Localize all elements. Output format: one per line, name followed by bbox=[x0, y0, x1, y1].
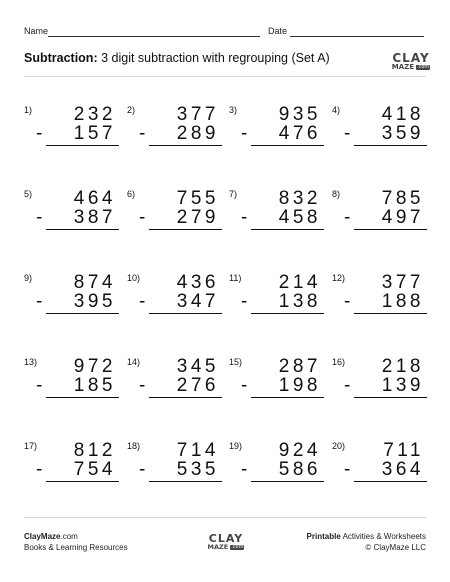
problem-number: 15) bbox=[229, 357, 243, 367]
problem-minuend: 436 bbox=[176, 272, 219, 293]
header-rule bbox=[24, 76, 426, 77]
answer-line bbox=[251, 145, 324, 146]
minus-sign: - bbox=[139, 291, 149, 312]
minus-sign: - bbox=[241, 459, 251, 480]
problem-subtrahend: 279 bbox=[176, 207, 219, 228]
problem-number: 9) bbox=[24, 273, 33, 283]
problem-number: 12) bbox=[332, 273, 346, 283]
problem-subtrahend-row bbox=[344, 460, 424, 479]
footer-right bbox=[307, 532, 426, 554]
problem-subtrahend: 188 bbox=[381, 291, 424, 312]
problem-subtrahend-row bbox=[241, 208, 321, 227]
footer-logo-line2: MAZE bbox=[207, 543, 229, 552]
answer-line bbox=[354, 313, 427, 314]
problem-minuend: 972 bbox=[73, 356, 116, 377]
problem-subtrahend-row bbox=[344, 292, 424, 311]
answer-line bbox=[149, 397, 222, 398]
problem-minuend: 874 bbox=[73, 272, 116, 293]
problem bbox=[229, 273, 327, 333]
minus-sign: - bbox=[241, 375, 251, 396]
answer-line bbox=[46, 313, 119, 314]
problem-subtrahend: 387 bbox=[73, 207, 116, 228]
problem bbox=[229, 357, 327, 417]
problem-minuend: 287 bbox=[278, 356, 321, 377]
problem-subtrahend-row bbox=[36, 208, 116, 227]
problem bbox=[332, 441, 430, 501]
problem-subtrahend-row bbox=[344, 376, 424, 395]
problem-minuend: 377 bbox=[381, 272, 424, 293]
problem-minuend: 345 bbox=[176, 356, 219, 377]
problem bbox=[229, 189, 327, 249]
problem bbox=[127, 273, 225, 333]
title-bold: Subtraction: bbox=[24, 51, 98, 65]
problem bbox=[24, 273, 122, 333]
answer-line bbox=[251, 229, 324, 230]
problem bbox=[24, 441, 122, 501]
answer-line bbox=[354, 481, 427, 482]
problem-minuend: 218 bbox=[381, 356, 424, 377]
minus-sign: - bbox=[241, 123, 251, 144]
problem-number: 2) bbox=[127, 105, 136, 115]
problem-subtrahend-row bbox=[139, 208, 219, 227]
minus-sign: - bbox=[241, 207, 251, 228]
problem-number: 18) bbox=[127, 441, 141, 451]
name-field[interactable] bbox=[48, 36, 260, 37]
problem-number: 7) bbox=[229, 189, 238, 199]
problem bbox=[24, 357, 122, 417]
problem-minuend: 924 bbox=[278, 440, 321, 461]
problem-number: 20) bbox=[332, 441, 346, 451]
minus-sign: - bbox=[344, 375, 354, 396]
date-label: Date bbox=[268, 26, 288, 36]
problem-subtrahend: 198 bbox=[278, 375, 321, 396]
problem-number: 13) bbox=[24, 357, 38, 367]
problem bbox=[332, 273, 430, 333]
logo-line2: MAZE bbox=[391, 62, 414, 71]
problem bbox=[332, 357, 430, 417]
page-title bbox=[24, 51, 330, 65]
minus-sign: - bbox=[139, 375, 149, 396]
problem-subtrahend: 586 bbox=[278, 459, 321, 480]
minus-sign: - bbox=[344, 207, 354, 228]
problem-number: 3) bbox=[229, 105, 238, 115]
problem-subtrahend-row bbox=[344, 124, 424, 143]
minus-sign: - bbox=[36, 459, 46, 480]
answer-line bbox=[251, 397, 324, 398]
problem-subtrahend: 458 bbox=[278, 207, 321, 228]
footer-logo bbox=[209, 527, 243, 557]
minus-sign: - bbox=[36, 207, 46, 228]
problem-subtrahend-row bbox=[36, 376, 116, 395]
problem-minuend: 714 bbox=[176, 440, 219, 461]
problem bbox=[24, 105, 122, 165]
minus-sign: - bbox=[344, 459, 354, 480]
claymaze-logo bbox=[393, 46, 429, 76]
footer-left-bold: ClayMaze bbox=[24, 532, 61, 541]
problem-minuend: 935 bbox=[278, 104, 321, 125]
problem-subtrahend-row bbox=[241, 292, 321, 311]
problem-subtrahend-row bbox=[139, 124, 219, 143]
problem-number: 17) bbox=[24, 441, 38, 451]
answer-line bbox=[149, 229, 222, 230]
footer-left-line2: Books & Learning Resources bbox=[24, 542, 128, 552]
problem-minuend: 377 bbox=[176, 104, 219, 125]
answer-line bbox=[354, 145, 427, 146]
footer-logo-line1: CLAY bbox=[208, 532, 244, 546]
problem-subtrahend-row bbox=[36, 292, 116, 311]
problem-subtrahend-row bbox=[139, 292, 219, 311]
answer-line bbox=[251, 481, 324, 482]
problem-number: 16) bbox=[332, 357, 346, 367]
problem-subtrahend: 476 bbox=[278, 123, 321, 144]
problem-minuend: 232 bbox=[73, 104, 116, 125]
footer-rule bbox=[24, 517, 426, 518]
minus-sign: - bbox=[344, 123, 354, 144]
answer-line bbox=[354, 397, 427, 398]
problem bbox=[127, 357, 225, 417]
problem-subtrahend-row bbox=[241, 460, 321, 479]
date-field[interactable] bbox=[290, 36, 424, 37]
problem-number: 1) bbox=[24, 105, 33, 115]
minus-sign: - bbox=[139, 207, 149, 228]
minus-sign: - bbox=[36, 123, 46, 144]
problem bbox=[127, 441, 225, 501]
problem-subtrahend: 185 bbox=[73, 375, 116, 396]
problem-subtrahend: 138 bbox=[278, 291, 321, 312]
problem-minuend: 785 bbox=[381, 188, 424, 209]
problem-subtrahend-row bbox=[241, 124, 321, 143]
problem-subtrahend: 364 bbox=[381, 459, 424, 480]
problem-number: 8) bbox=[332, 189, 341, 199]
answer-line bbox=[149, 145, 222, 146]
problem bbox=[127, 105, 225, 165]
problem-minuend: 214 bbox=[278, 272, 321, 293]
footer-right-suffix: Activities & Worksheets bbox=[342, 532, 426, 541]
minus-sign: - bbox=[139, 459, 149, 480]
problem-number: 14) bbox=[127, 357, 141, 367]
answer-line bbox=[46, 229, 119, 230]
problem-number: 19) bbox=[229, 441, 243, 451]
problem-subtrahend: 497 bbox=[381, 207, 424, 228]
problem-subtrahend: 347 bbox=[176, 291, 219, 312]
name-label: Name bbox=[24, 26, 49, 36]
problem-subtrahend: 359 bbox=[381, 123, 424, 144]
minus-sign: - bbox=[36, 375, 46, 396]
footer-logo-suffix: .com bbox=[231, 544, 244, 550]
problem-subtrahend: 395 bbox=[73, 291, 116, 312]
problem bbox=[24, 189, 122, 249]
minus-sign: - bbox=[344, 291, 354, 312]
problem bbox=[229, 441, 327, 501]
answer-line bbox=[149, 481, 222, 482]
footer-right-line2: © ClayMaze LLC bbox=[365, 542, 426, 552]
problem-subtrahend: 276 bbox=[176, 375, 219, 396]
problem-subtrahend-row bbox=[241, 376, 321, 395]
problem bbox=[127, 189, 225, 249]
problem-number: 5) bbox=[24, 189, 33, 199]
problem-number: 11) bbox=[229, 273, 242, 283]
logo-line1: CLAY bbox=[392, 50, 430, 65]
problem-minuend: 418 bbox=[381, 104, 424, 125]
problem-number: 10) bbox=[127, 273, 141, 283]
problem-subtrahend-row bbox=[139, 376, 219, 395]
problem-subtrahend-row bbox=[36, 460, 116, 479]
answer-line bbox=[354, 229, 427, 230]
problem-number: 4) bbox=[332, 105, 341, 115]
footer-right-bold: Printable bbox=[306, 532, 341, 541]
logo-suffix: .com bbox=[416, 63, 430, 70]
problem-minuend: 755 bbox=[176, 188, 219, 209]
answer-line bbox=[251, 313, 324, 314]
problem-subtrahend: 157 bbox=[73, 123, 116, 144]
problem-subtrahend: 139 bbox=[381, 375, 424, 396]
problem-subtrahend: 535 bbox=[176, 459, 219, 480]
problem bbox=[332, 105, 430, 165]
problem-subtrahend-row bbox=[36, 124, 116, 143]
problem-subtrahend: 754 bbox=[73, 459, 116, 480]
minus-sign: - bbox=[36, 291, 46, 312]
problem bbox=[332, 189, 430, 249]
problem-subtrahend-row bbox=[139, 460, 219, 479]
answer-line bbox=[46, 145, 119, 146]
minus-sign: - bbox=[139, 123, 149, 144]
footer-left bbox=[24, 532, 128, 554]
problem-number: 6) bbox=[127, 189, 136, 199]
problem bbox=[229, 105, 327, 165]
answer-line bbox=[149, 313, 222, 314]
footer-left-suffix: .com bbox=[60, 532, 78, 541]
problem-minuend: 832 bbox=[278, 188, 321, 209]
problem-subtrahend: 289 bbox=[176, 123, 219, 144]
problem-minuend: 464 bbox=[73, 188, 116, 209]
minus-sign: - bbox=[241, 291, 251, 312]
title-text: 3 digit subtraction with regrouping (Set A) bbox=[101, 51, 330, 65]
problem-minuend: 711 bbox=[383, 440, 424, 461]
answer-line bbox=[46, 481, 119, 482]
answer-line bbox=[46, 397, 119, 398]
problem-subtrahend-row bbox=[344, 208, 424, 227]
problem-minuend: 812 bbox=[73, 440, 116, 461]
